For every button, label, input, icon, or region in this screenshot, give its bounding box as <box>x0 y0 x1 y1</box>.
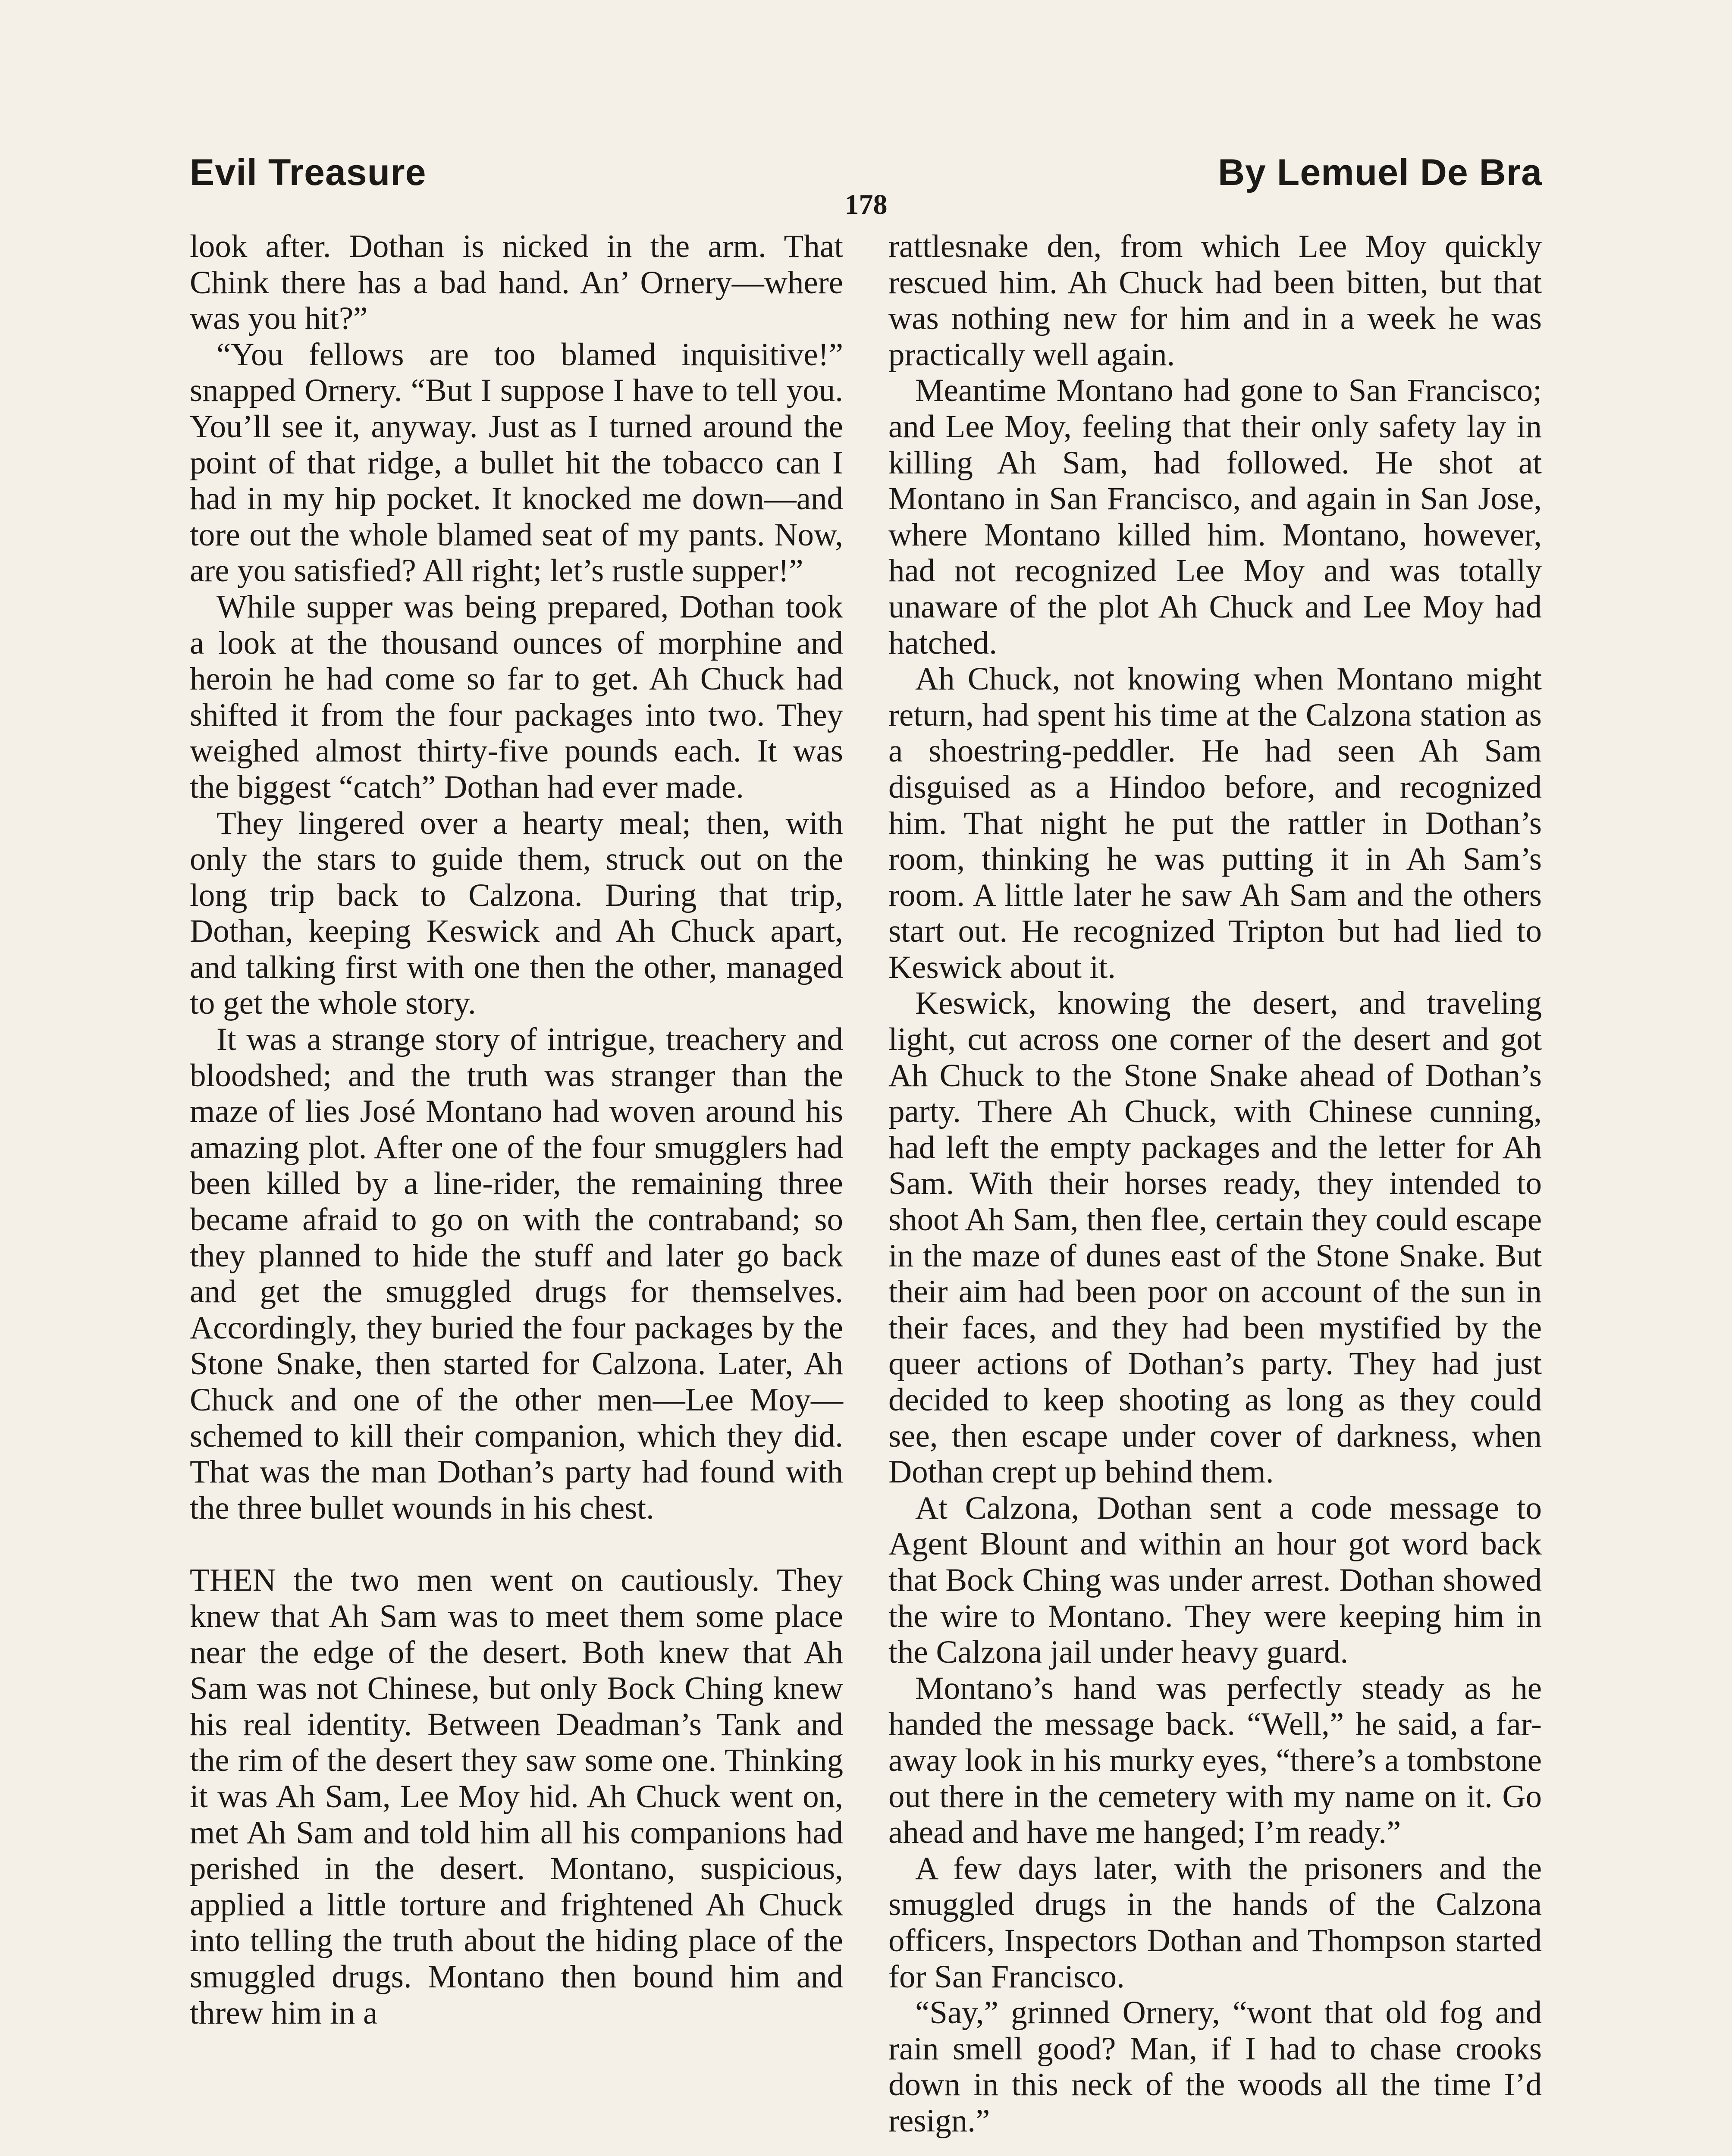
left-column <box>190 229 843 2031</box>
paragraph: rattlesnake den, from which Lee Moy quickly rescued him. Ah Chuck had been bitten, but that was nothing new for him and in a week he was practically well again. <box>888 229 1542 373</box>
paragraph: It was a strange story of intrigue, treachery and bloodshed; and the truth was stranger than the maze of lies José Montano had woven around his amazing plot. After one of the four smugglers had been killed by a line-rider, the remaining three became afraid to go on with the contraband; so they planned to hide the stuff and later go back and get the smuggled drugs for themselves. Accordingly, they buried the four packages by the Stone Snake, then started for Calzona. Later, Ah Chuck and one of the other men—Lee Moy—schemed to kill their companion, which they did. That was the man Dothan’s party had found with the three bullet wounds in his chest. <box>190 1022 843 1526</box>
paragraph: They lingered over a hearty meal; then, with only the stars to guide them, struck out on the long trip back to Calzona. During that trip, Dothan, keeping Keswick and Ah Chuck apart, and talking first with one then the other, managed to get the whole story. <box>190 805 843 1022</box>
author-byline: By Lemuel De Bra <box>1217 152 1542 193</box>
paragraph: Meantime Montano had gone to San Francisco; and Lee Moy, feeling that their only safety lay in killing Ah Sam, had followed. He shot at Montano in San Francisco, and again in San Jose, where Montano killed him. Montano, however, had not recognized Lee Moy and was totally unaware of the plot Ah Chuck and Lee Moy had hatched. <box>888 373 1542 661</box>
right-column <box>888 229 1542 2139</box>
paragraph: “You fellows are too blamed inquisitive!” snapped Ornery. “But I suppose I have to tell you. You’ll see it, anyway. Just as I turned around the point of that ridge, a bullet hit the tobacco can I had in my hip pocket. It knocked me down—and tore out the whole blamed seat of my pants. Now, are you satisfied? All right; let’s rustle supper!” <box>190 336 843 589</box>
paragraph: Ah Chuck, not knowing when Montano might return, had spent his time at the Calzona station as a shoestring-peddler. He had seen Ah Sam disguised as a Hindoo before, and recognized him. That night he put the rattler in Dothan’s room, thinking he was putting it in Ah Sam’s room. A little later he saw Ah Sam and the others start out. He recognized Tripton but had lied to Keswick about it. <box>888 661 1542 985</box>
paragraph: Montano’s hand was perfectly steady as he handed the message back. “Well,” he said, a far-away look in his murky eyes, “there’s a tombstone out there in the cemetery with my name on it. Go ahead and have me hanged; I’m ready.” <box>888 1670 1542 1851</box>
paragraph: Keswick, knowing the desert, and traveling light, cut across one corner of the desert and got Ah Chuck to the Stone Snake ahead of Dothan’s party. There Ah Chuck, with Chinese cunning, had left the empty packages and the letter for Ah Sam. With their horses ready, they intended to shoot Ah Sam, then flee, certain they could escape in the maze of dunes east of the Stone Snake. But their aim had been poor on account of the sun in their faces, and they had been mystified by the queer actions of Dothan’s party. They had just decided to keep shooting as long as they could see, then escape under cover of darkness, when Dothan crept up behind them. <box>888 985 1542 1490</box>
paragraph: At Calzona, Dothan sent a code message to Agent Blount and within an hour got word back that Bock Ching was under arrest. Dothan showed the wire to Montano. They were keeping him in the Calzona jail under heavy guard. <box>888 1490 1542 1670</box>
story-title: Evil Treasure <box>190 152 427 193</box>
paragraph: While supper was being prepared, Dothan took a look at the thousand ounces of morphine and heroin he had come so far to get. Ah Chuck had shifted it from the four packages into two. They weighed almost thirty-five pounds each. It was the biggest “catch” Dothan had ever made. <box>190 589 843 805</box>
paragraph-section-start: THEN the two men went on cautiously. They knew that Ah Sam was to meet them some place near the edge of the desert. Both knew that Ah Sam was not Chinese, but only Bock Ching knew his real identity. Between Deadman’s Tank and the rim of the desert they saw some one. Thinking it was Ah Sam, Lee Moy hid. Ah Chuck went on, met Ah Sam and told him all his companions had perished in the desert. Montano, suspicious, applied a little torture and frightened Ah Chuck into telling the truth about the hiding place of the smuggled drugs. Montano then bound him and threw him in a <box>190 1562 843 2031</box>
paragraph: “Say,” grinned Ornery, “wont that old fog and rain smell good? Man, if I had to chase crooks down in this neck of the woods all the time I’d resign.” <box>888 1995 1542 2139</box>
page-number: 178 <box>844 189 888 220</box>
paragraph: look after. Dothan is nicked in the arm. That Chink there has a bad hand. An’ Ornery—where was you hit?” <box>190 229 843 337</box>
paragraph: A few days later, with the prisoners and the smuggled drugs in the hands of the Calzona officers, Inspectors Dothan and Thompson started for San Francisco. <box>888 1850 1542 1995</box>
